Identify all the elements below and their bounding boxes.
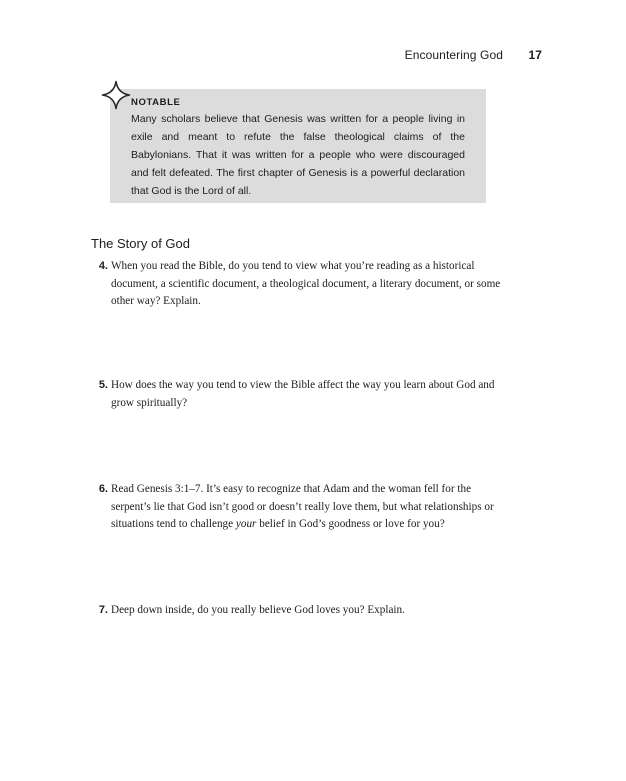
question-4 xyxy=(91,258,511,311)
question-text-end: belief in God’s goodness or love for you? xyxy=(256,518,445,531)
section-heading: The Story of God xyxy=(91,236,190,251)
question-text: How does the way you tend to view the Bible affect the way you learn about God and grow spiritually? xyxy=(111,379,495,409)
running-head-title: Encountering God xyxy=(404,48,503,62)
notable-title: NOTABLE xyxy=(131,97,181,108)
question-text: When you read the Bible, do you tend to view what you’re reading as a historical document, a scientific document, a theological document, a literary document, or some other way? Explain. xyxy=(111,260,501,308)
notable-body: Many scholars believe that Genesis was written for a people living in exile and meant to refute the false theological claims of the Babylonians. That it was written for a people who were discouraged and felt defeated. The first chapter of Genesis is a powerful declaration that God is the Lord of all. xyxy=(131,113,465,197)
question-number: 4. xyxy=(98,260,108,272)
question-7 xyxy=(91,602,511,620)
question-text: Deep down inside, do you really believe God loves you? Explain. xyxy=(111,604,405,616)
question-5 xyxy=(91,377,511,412)
question-text xyxy=(111,481,511,534)
question-number: 6. xyxy=(98,483,108,495)
question-number: 5. xyxy=(98,379,108,391)
running-head xyxy=(0,48,542,62)
page-number: 17 xyxy=(528,48,542,62)
question-text-start: Read Genesis 3:1–7. It’s easy to recognize that Adam and the woman fell for the serpent’s lie that God isn’t good or doesn’t really love them, but what relationships or situations tend to challenge xyxy=(111,483,494,531)
notable-callout xyxy=(110,89,486,203)
question-6 xyxy=(91,481,511,534)
question-text-emphasis: your xyxy=(235,518,257,531)
question-number: 7. xyxy=(98,604,108,616)
four-point-star-icon xyxy=(101,80,131,110)
